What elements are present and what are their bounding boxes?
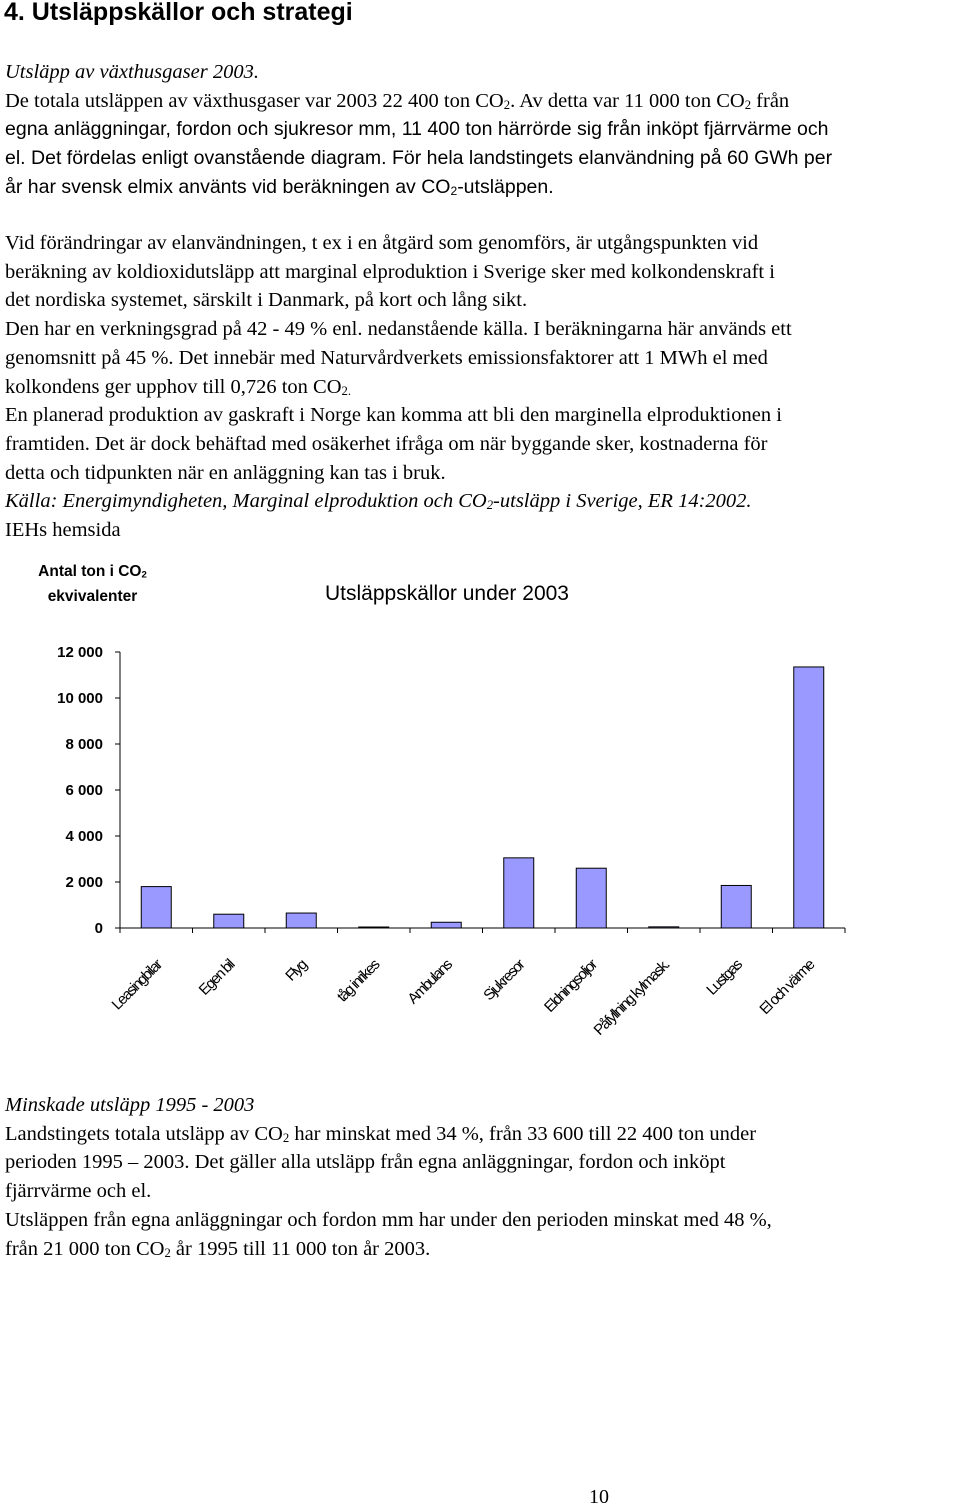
x-category-label: El och värme [756,956,818,1019]
text-line: el. Det fördelas enligt ovanstående diagram. För hela landstingets elanvändning på 60 GWh per [5,147,833,170]
chart-bar [359,927,389,928]
text-line: En planerad produktion av gaskraft i Norge kan komma att bli den marginella elproduktionen i [5,404,782,427]
chart-bar [721,885,751,928]
text-line: detta och tidpunkten när en anläggning kan tas i bruk. [5,461,446,484]
x-category-label: Egen bil [195,956,238,999]
section-subtitle: Minskade utsläpp 1995 - 2003 [5,1094,255,1116]
source-website: IEHs hemsida [5,519,121,542]
y-tick-label: 6 000 [65,782,103,799]
y-tick-label: 10 000 [57,690,103,707]
marginal-electricity-paragraph [5,229,955,545]
x-category-label: Flyg [282,956,311,985]
source-citation: Källa: Energimyndigheten, Marginal elproduktion och $CO_2$-utsläpp i Sverige, ER 14:2002. [5,490,752,513]
x-category-label: Sjukresor [480,956,528,1005]
text-line: kolkondens ger upphov till 0,726 ton $CO_{2.}$ [5,375,352,398]
section-heading: 4. Utsläppskällor och strategi [4,0,353,26]
text-line: Landstingets totala utsläpp av $CO_2$ har minskat med 34 %, från 33 600 till 22 400 ton under [5,1122,757,1145]
chart-bar [649,927,679,928]
text-line: perioden 1995 – 2003. Det gäller alla utsläpp från egna anläggningar, fordon och inköpt [5,1151,726,1174]
chart-bar [794,667,824,928]
text-line: fjärrvärme och el. [5,1180,152,1203]
y-tick-label: 2 000 [65,874,103,891]
x-category-label: Påfyllning kylmask. [590,956,673,1039]
text-line: Den har en verkningsgrad på 42 - 49 % enl. nedanstående källa. I beräkningarna här används ett [5,318,792,341]
y-tick-label: 12 000 [57,644,103,661]
text-line: beräkning av koldioxidutsläpp att marginal elproduktion i Sverige sker med kolkondenskraft i [5,260,775,283]
chart-bar [141,887,171,928]
section-subtitle: Utsläpp av växthusgaser 2003. [5,61,259,83]
text-line: från 21 000 ton $CO_2$ år 1995 till 11 000 ton år 2003. [5,1237,431,1260]
chart-bar [576,868,606,928]
reduction-paragraph [5,1091,955,1263]
chart-y-axis-label: Antal ton i $CO_2$ ekvivalenter [38,563,147,605]
x-category-label: Eldningsoljor [541,956,601,1016]
text-line: det nordiska systemet, särskilt i Danmark, på kort och lång sikt. [5,289,528,312]
text-line: Utsläppen från egna anläggningar och fordon mm har under den perioden minskat med 48 %, [5,1208,772,1231]
page-number: 10 [589,1486,609,1508]
x-category-label: tåg inrikes [333,956,383,1006]
y-tick-label: 0 [94,920,103,937]
x-category-label: Leasingbilar [108,956,166,1014]
x-category-label: Lustgas [703,956,746,999]
chart-bar [286,913,316,928]
chart-bar [504,858,534,928]
emissions-sources-chart [0,555,960,1075]
chart-title: Utsläppskällor under 2003 [325,582,569,605]
chart-bar [431,922,461,928]
chart-bar [214,914,244,928]
text-line: år har svensk elmix använts vid beräkningen av $CO_2$-utsläppen. [5,175,554,198]
emissions-intro-paragraph [5,58,955,202]
y-tick-label: 4 000 [65,828,103,845]
text-line: egna anläggningar, fordon och sjukresor mm, 11 400 ton härrörde sig från inköpt fjärrvärme och [5,118,829,141]
y-tick-label: 8 000 [65,736,103,753]
text-line: genomsnitt på 45 %. Det innebär med Naturvårdverkets emissionsfaktorer att 1 MWh el med [5,346,768,369]
text-line: De totala utsläppen av växthusgaser var 2003 22 400 ton $CO_2$. Av detta var 11 000 ton $CO_2$ från [5,89,790,112]
x-category-label: Ambulans [404,956,456,1008]
text-line: Vid förändringar av elanvändningen, t ex i en åtgärd som genomförs, är utgångspunkten vid [5,232,759,254]
text-line: framtiden. Det är dock behäftad med osäkerhet ifråga om när byggande sker, kostnaderna för [5,432,768,455]
chart-plot [0,555,960,1075]
